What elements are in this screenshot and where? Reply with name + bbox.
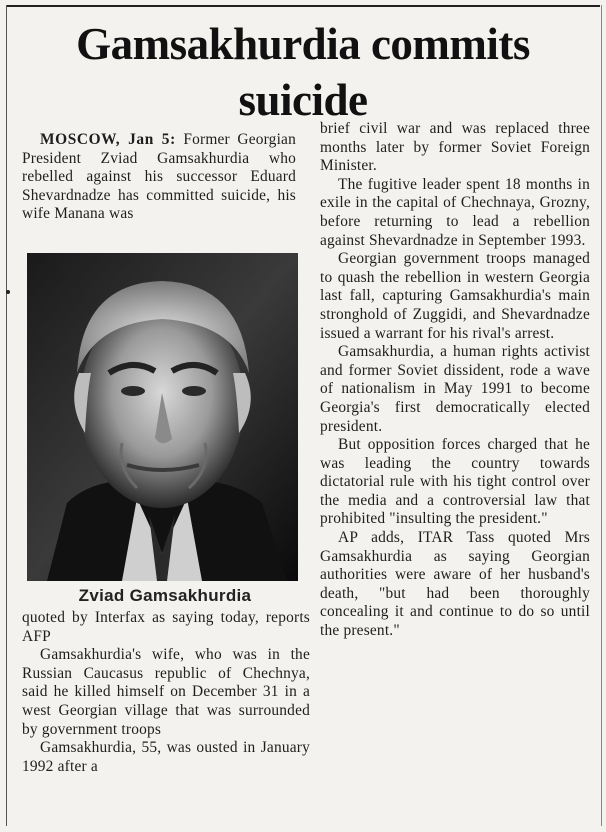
paragraph: Gamsakhurdia's wife, who was in the Russian Caucasus republic of Chechnya, said he killed himself on December 31 in a west Georgian village that was surrounded by government troops xyxy=(22,646,310,738)
paragraph: AP adds, ITAR Tass quoted Mrs Gamsakhurdia as saying Georgian authorities were aware of her husband's death, "but had been thoroughly concealing it and continue to do so until the present." xyxy=(320,529,590,640)
paragraph: brief civil war and was replaced three months later by former Soviet Foreign Minister. xyxy=(320,120,590,175)
paragraph: Georgian government troops managed to quash the rebellion in western Georgia last fall, capturing Gamsakhurdia's main stronghold of Zuggidi, and Shevardnadze issued a warrant for his rival's arrest. xyxy=(320,250,590,342)
dateline: MOSCOW, Jan 5: xyxy=(40,131,176,148)
paragraph: The fugitive leader spent 18 months in exile in the capital of Chechnaya, Grozny, before returning to lead a rebellion against Shevardnadze in September 1993. xyxy=(320,175,590,249)
paragraph: Gamsakhurdia, 55, was ousted in January 1992 after a xyxy=(22,739,310,775)
lead-text: Former Georgian President Zviad Gamsakhurdia who rebelled against his successor Eduard Shevardnadze has committed suicide, his wife Manana was xyxy=(22,131,296,223)
right-column xyxy=(320,120,590,641)
lead-paragraph xyxy=(22,131,296,224)
portrait-photo xyxy=(27,253,298,581)
top-rule xyxy=(6,5,600,7)
portrait-image xyxy=(27,253,298,581)
paragraph: But opposition forces charged that he was leading the country towards dictatorial rule with his tight control over the media and a controversial law that prohibited "insulting the president." xyxy=(320,436,590,528)
photo-caption: Zviad Gamsakhurdia xyxy=(78,586,252,605)
paragraph: Gamsakhurdia, a human rights activist and former Soviet dissident, rode a wave of nationalism in May 1991 to become Georgia's first democratically elected president. xyxy=(320,343,590,435)
paragraph: quoted by Interfax as saying today, reports AFP xyxy=(22,609,310,645)
print-speck xyxy=(6,290,10,294)
left-column-continued xyxy=(22,609,310,776)
headline: Gamsakhurdia commits suicide xyxy=(76,19,530,125)
right-rule xyxy=(601,5,602,826)
left-rule xyxy=(6,5,7,826)
